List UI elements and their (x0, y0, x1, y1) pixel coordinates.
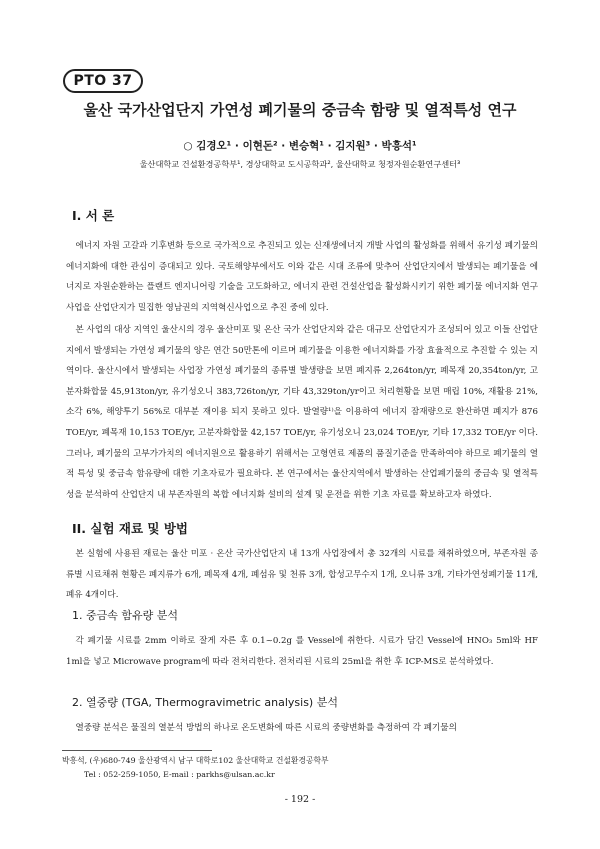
affiliations: 울산대학교 건설환경공학부¹, 경상대학교 도시공학과², 울산대학교 청정자원순환연구센터³ (139, 159, 461, 169)
paper-title: 울산 국가산업단지 가연성 폐기물의 중금속 함량 및 열적특성 연구 (83, 101, 517, 119)
footnote-contact: Tel : 052-259-1050, E-mail : parkhs@ulsan.ac.kr (84, 769, 275, 779)
author-list: ○ 김경오¹ · 이현돈² · 변승혁¹ · 김지원³ · 박흥석¹ (183, 140, 417, 152)
section-heading-methods: II. 실험 재료 및 방법 (72, 521, 188, 536)
footnote-rule (62, 750, 212, 751)
corresponding-author-footnote (62, 754, 542, 781)
subsection-heading-heavy-metals: 1. 중금속 함유량 분석 (72, 609, 178, 622)
methods-paragraph-1: 본 실험에 사용된 재료는 울산 미포 · 온산 국가산업단지 내 13개 사업장에서 총 32개의 시료를 채취하였으며, 부존자원 종류별 시료채취 현황은 폐지류가 6개, 폐목재 4개, 폐섬유 및 천류 3개, 합성고무수지 1개, 오니류 3개, 기타가연성폐기물 11개, 폐유 4개이다. (66, 549, 538, 601)
tga-paragraph: 열중량 분석은 물질의 열분석 방법의 하나로 온도변화에 따른 시료의 중량변화를 측정하여 각 폐기물의 (75, 723, 457, 733)
intro-paragraph-2: 본 사업의 대상 지역인 울산시의 경우 울산미포 및 온산 국가 산업단지와 같은 대규모 산업단지가 조성되어 있고 이들 산업단지에서 발생되는 가연성 폐기물의 양은 연간 50만톤에 이르며 폐기물을 이용한 에너지화를 가장 효율적으로 추진할 수 있는 지역이다. 울산시에서 발생되는 사업장 가연성 폐기물의 종류별 발생량을 보면 폐지류 2,264ton/yr, 폐목재 20,354ton/yr, 고분자화합물 45,913ton/yr, 유기성오니 383,726ton/yr, 기타 43,329ton/yr이고 처리현황을 보면 매립 10%, 재활용 21%, 소각 6%, 해양투기 56%로 대부분 재이용 되지 못하고 있다. 발열량¹⁾을 이용하여 에너지 잠재량으로 환산하면 폐지가 876 TOE/yr, 폐목재 10,153 TOE/yr, 고분자화합물 42,157 TOE/yr, 유기성오니 23,024 TOE/yr, 기타 17,332 TOE/yr 이다. 그러나, 폐기물의 고부가가치의 에너지원으로 활용하기 위해서는 고형연료 제품의 품질기준을 만족하여야 하므로 폐기물의 열적 특성 및 중금속 함유량에 대한 기초자료가 필요하다. 본 연구에서는 울산지역에서 발생하는 산업폐기물의 중금속 및 열적특성을 분석하여 산업단지 내 부존자원의 복합 에너지화 설비의 설계 및 운전을 위한 기초 자료를 확보하고자 하였다. (66, 325, 538, 500)
page-number: - 192 - (284, 794, 316, 805)
session-badge: PTO 37 (63, 69, 143, 93)
intro-paragraph-1: 에너지 자원 고갈과 기후변화 등으로 국가적으로 추진되고 있는 신재생에너지 개발 사업의 활성화를 위해서 유기성 폐기물의 에너지화에 대한 관심이 증대되고 있다. 국토해양부에서도 이와 같은 시대 조류에 맞추어 산업단지에서 발생되는 폐기물을 에너지로 자원순환하는 플랜트 엔지니어링 기술을 고도화하고, 에너지 관련 건설산업을 활성화시키기 위한 폐기물 에너지화 연구사업을 산업단지가 밀집한 영남권의 지역혁신사업으로 추진 중에 있다. (66, 241, 538, 313)
section-heading-introduction: I. 서 론 (72, 208, 115, 223)
heavy-metals-paragraph: 각 폐기물 시료를 2mm 이하로 잘게 자른 후 0.1~0.2g 를 Vessel에 취한다. 시료가 담긴 Vessel에 HNO₃ 5ml와 HF 1ml을 넣고 Microwave program에 따라 전처리한다. 전처리된 시료의 25ml을 취한 후 ICP-MS로 분석하였다. (66, 636, 538, 667)
footnote-address: 박흥석, (우)680-749 울산광역시 남구 대학로102 울산대학교 건설환경공학부 (62, 756, 329, 765)
subsection-heading-tga: 2. 열중량 (TGA, Thermogravimetric analysis) 분석 (72, 696, 338, 709)
